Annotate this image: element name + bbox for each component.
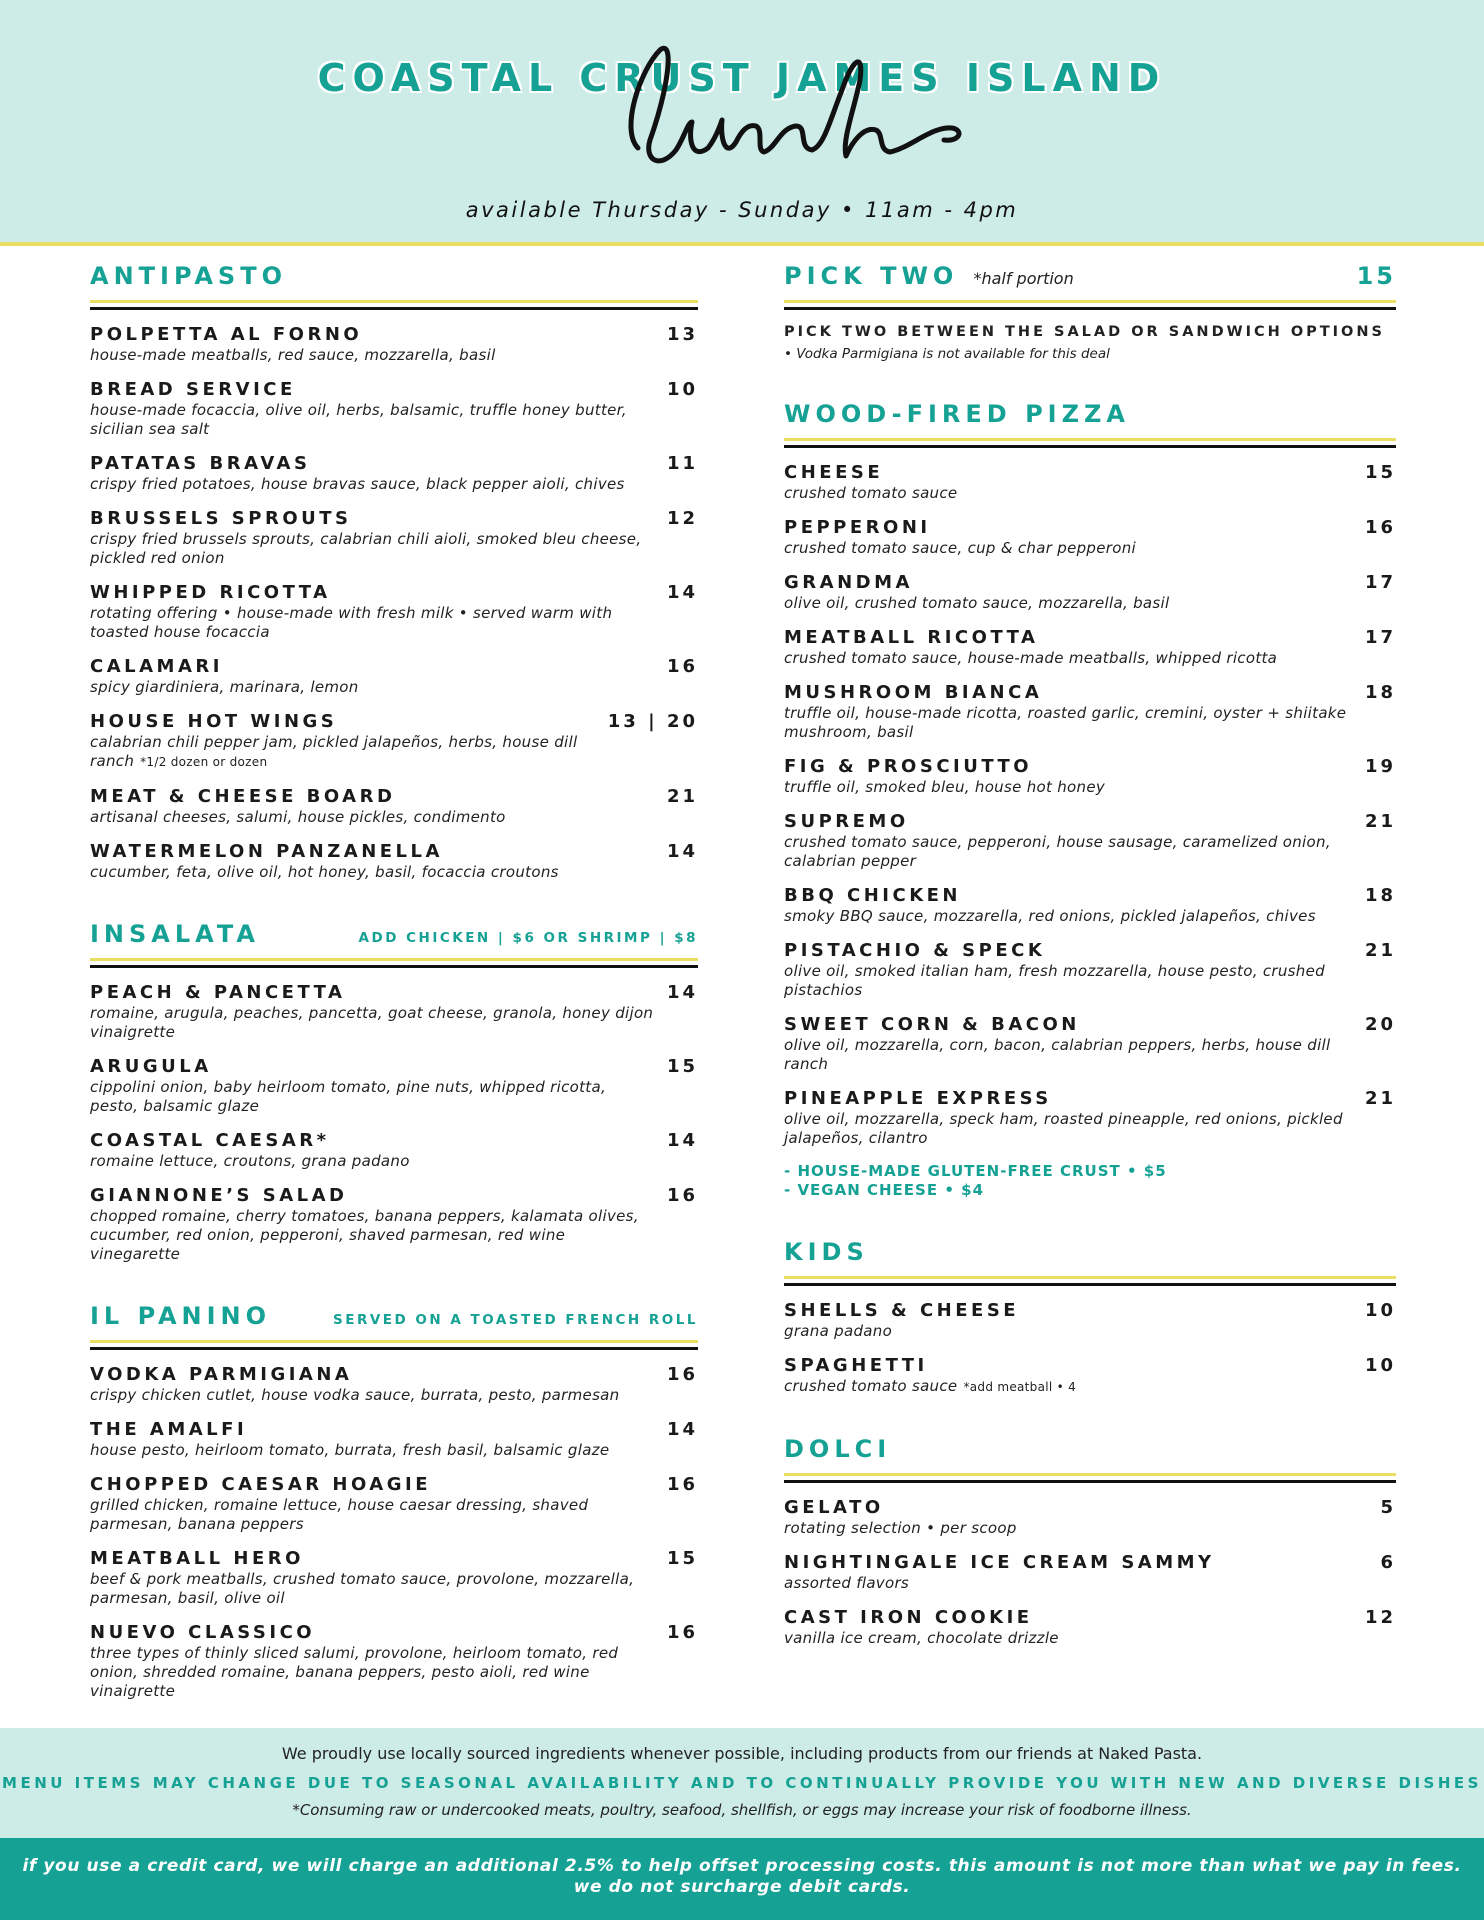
menu-item-description: [90, 808, 655, 827]
menu-item: [90, 582, 698, 642]
menu-item-description-text: spicy giardiniera, marinara, lemon: [90, 678, 359, 696]
menu-item-body: [784, 682, 1365, 742]
menu-item-description: [90, 1004, 655, 1042]
menu-item-name: NUEVO CLASSICO: [90, 1622, 316, 1643]
menu-item-name: MEATBALL RICOTTA: [784, 627, 1039, 648]
svg-text:lunch: lunch: [778, 180, 782, 181]
menu-item-body: [784, 517, 1365, 558]
menu-item-description: [784, 907, 1353, 926]
menu-item-body: [90, 1474, 667, 1534]
pick-two-rule: PICK TWO BETWEEN THE SALAD OR SANDWICH OPTIONS: [784, 324, 1385, 340]
section-title-group: [784, 262, 1074, 290]
menu-item-name: PISTACHIO & SPECK: [784, 940, 1046, 961]
menu-item-description-text: crushed tomato sauce: [784, 1377, 958, 1395]
left-column: [90, 262, 698, 1739]
menu-item-description-text: olive oil, mozzarella, corn, bacon, calabrian peppers, herbs, house dill ranch: [784, 1036, 1331, 1073]
section-title: INSALATA: [90, 920, 260, 948]
availability-hours: available Thursday - Sunday • 11am - 4pm: [465, 198, 1019, 222]
menu-item-description-text: romaine, arugula, peaches, pancetta, goat cheese, granola, honey dijon vinaigrette: [90, 1004, 654, 1041]
food-safety-warning: *Consuming raw or undercooked meats, poultry, seafood, shellfish, or eggs may increase your risk of foodborne illness.: [292, 1801, 1192, 1819]
menu-item-name: THE AMALFI: [90, 1419, 248, 1440]
menu-item: [784, 940, 1396, 1000]
divider: [90, 1340, 698, 1343]
menu-item-description: [784, 1377, 1353, 1397]
menu-item-name: SHELLS & CHEESE: [784, 1300, 1020, 1321]
menu-item: [90, 1364, 698, 1405]
menu-item-price: 17: [1364, 627, 1396, 648]
menu-item: [90, 841, 698, 882]
divider: [784, 300, 1396, 303]
menu-item-price: 5: [1380, 1497, 1396, 1518]
menu-item-name: POLPETTA AL FORNO: [90, 324, 363, 345]
divider: [90, 1347, 698, 1350]
menu-item-name: ARUGULA: [90, 1056, 212, 1077]
section-title: PICK TWO: [784, 262, 959, 290]
menu-item: [90, 324, 698, 365]
menu-item-name: WHIPPED RICOTTA: [90, 582, 331, 603]
menu-item-description: [90, 604, 655, 642]
menu-item-price: 18: [1364, 885, 1396, 906]
menu-item-description: [784, 484, 1353, 503]
menu-item: [784, 517, 1396, 558]
menu-item-body: [784, 1300, 1365, 1341]
menu-item-name: MEATBALL HERO: [90, 1548, 304, 1569]
menu-item-body: [90, 1548, 667, 1608]
menu-item-name: PEACH & PANCETTA: [90, 982, 346, 1003]
menu-item-description: [90, 863, 655, 882]
menu-item-body: [90, 1185, 667, 1264]
menu-item-price: 16: [666, 1185, 698, 1206]
menu-item-name: MEAT & CHEESE BOARD: [90, 786, 396, 807]
menu-item-name: GIANNONE’S SALAD: [90, 1185, 348, 1206]
section-title: WOOD-FIRED PIZZA: [784, 400, 1130, 428]
section-insalata: [90, 920, 698, 1264]
section-header: [784, 1238, 1396, 1274]
divider: [784, 1283, 1396, 1286]
divider: [784, 307, 1396, 310]
menu-item-description-text: calabrian chili pepper jam, pickled jalapeños, herbs, house dill ranch: [90, 733, 578, 770]
menu-item-body: [784, 572, 1365, 613]
menu-item-price: 16: [666, 656, 698, 677]
section-kids: [784, 1238, 1396, 1397]
menu-item-price: 6: [1380, 1552, 1396, 1573]
menu-item-price: 14: [666, 582, 698, 603]
menu-item-description: [784, 539, 1353, 558]
menu-item-body: [90, 982, 667, 1042]
menu-item-body: [90, 841, 667, 882]
right-column: [784, 262, 1396, 1686]
menu-item-description: [784, 1036, 1353, 1074]
menu-item-description-text: assorted flavors: [784, 1574, 910, 1592]
menu-item: [784, 1607, 1396, 1648]
menu-item-description-text: crispy fried potatoes, house bravas sauce, black pepper aioli, chives: [90, 475, 625, 493]
menu-item-description: [90, 1207, 655, 1264]
menu-item-price: 14: [666, 982, 698, 1003]
item-list: [784, 462, 1396, 1148]
menu-item-description: [90, 733, 596, 772]
menu-item-description-text: rotating selection • per scoop: [784, 1519, 1017, 1537]
menu-item-body: [90, 656, 667, 697]
menu-item-name: COASTAL CAESAR*: [90, 1130, 330, 1151]
menu-item: [784, 1497, 1396, 1538]
menu-item-name: GELATO: [784, 1497, 884, 1518]
restaurant-name: COASTAL CRUST JAMES ISLAND: [317, 56, 1167, 100]
menu-item-description: [90, 1570, 655, 1608]
menu-item-description-text: smoky BBQ sauce, mozzarella, red onions, pickled jalapeños, chives: [784, 907, 1316, 925]
item-list: [90, 1364, 698, 1701]
menu-item-price: 20: [1364, 1014, 1396, 1035]
menu-item-name: MUSHROOM BIANCA: [784, 682, 1043, 703]
menu-item-body: [90, 453, 667, 494]
divider: [90, 300, 698, 303]
section-title: DOLCI: [784, 1435, 892, 1463]
menu-item: [90, 1130, 698, 1171]
menu-item-description: [90, 530, 655, 568]
menu-item: [90, 1185, 698, 1264]
surcharge-footer: [0, 1838, 1484, 1920]
menu-item-price: 14: [666, 1130, 698, 1151]
section-panino: [90, 1302, 698, 1701]
menu-item: [90, 786, 698, 827]
menu-item-description: [90, 1152, 655, 1171]
menu-item-body: [90, 379, 667, 439]
menu-item: [784, 1552, 1396, 1593]
menu-item: [784, 885, 1396, 926]
section-header: [90, 1302, 698, 1338]
menu-item-description-text: house-made meatballs, red sauce, mozzarella, basil: [90, 346, 496, 364]
menu-item-price: 13: [666, 324, 698, 345]
menu-item-body: [90, 324, 667, 365]
menu-item-description: [784, 649, 1353, 668]
menu-item-description-text: rotating offering • house-made with fresh milk • served warm with toasted house focaccia: [90, 604, 613, 641]
menu-item-description-text: crispy fried brussels sprouts, calabrian chili aioli, smoked bleu cheese, pickled red onion: [90, 530, 642, 567]
menu-item-description-text: olive oil, crushed tomato sauce, mozzarella, basil: [784, 594, 1170, 612]
menu-item-price: 14: [666, 841, 698, 862]
menu-item: [784, 811, 1396, 871]
menu-item: [90, 982, 698, 1042]
menu-item: [784, 1355, 1396, 1397]
menu-item-body: [90, 1130, 667, 1171]
menu-item: [90, 1056, 698, 1116]
addon-gluten-free: - HOUSE-MADE GLUTEN-FREE CRUST • $5: [784, 1162, 1167, 1180]
menu-item-description-text: crushed tomato sauce, pepperoni, house sausage, caramelized onion, calabrian pepper: [784, 833, 1331, 870]
divider: [784, 1480, 1396, 1483]
menu-item-description: [784, 1110, 1353, 1148]
menu-item-price: 13 | 20: [607, 711, 698, 732]
menu-item: [784, 1014, 1396, 1074]
menu-item: [90, 1419, 698, 1460]
menu-item-name: SUPREMO: [784, 811, 909, 832]
menu-item-body: [90, 786, 667, 827]
menu-item-price: 21: [666, 786, 698, 807]
menu-item-body: [784, 627, 1365, 668]
divider: [90, 307, 698, 310]
menu-item-description-text: crispy chicken cutlet, house vodka sauce, burrata, pesto, parmesan: [90, 1386, 620, 1404]
section-header: [784, 1435, 1396, 1471]
menu-item-description-text: house pesto, heirloom tomato, burrata, fresh basil, balsamic glaze: [90, 1441, 610, 1459]
menu-item-description: [90, 1386, 655, 1405]
menu-item-description-text: truffle oil, smoked bleu, house hot honey: [784, 778, 1106, 796]
menu-item-body: [90, 582, 667, 642]
menu-item-price: 10: [666, 379, 698, 400]
menu-item-description: [90, 1644, 655, 1701]
menu-item-description-text: olive oil, smoked italian ham, fresh mozzarella, house pesto, crushed pistachios: [784, 962, 1325, 999]
menu-item-name: CHEESE: [784, 462, 884, 483]
menu-item-name: CHOPPED CAESAR HOAGIE: [90, 1474, 432, 1495]
section-title: KIDS: [784, 1238, 869, 1266]
menu-item: [90, 656, 698, 697]
menu-item-description-text: house-made focaccia, olive oil, herbs, balsamic, truffle honey butter, sicilian sea salt: [90, 401, 627, 438]
item-list: [90, 324, 698, 882]
menu-item-description: [784, 1574, 1368, 1593]
half-portion-note: *half portion: [973, 269, 1074, 288]
menu-item-name: BBQ CHICKEN: [784, 885, 961, 906]
menu-item-price: 21: [1364, 1088, 1396, 1109]
addon-vegan-cheese: - VEGAN CHEESE • $4: [784, 1181, 985, 1199]
menu-item-price: 18: [1364, 682, 1396, 703]
menu-item-price: 21: [1364, 940, 1396, 961]
menu-item-description-text: artisanal cheeses, salumi, house pickles, condimento: [90, 808, 506, 826]
section-header: [784, 400, 1396, 436]
menu-item: [784, 1300, 1396, 1341]
menu-item-description: [90, 678, 655, 697]
section-pick-two: [784, 262, 1396, 362]
menu-item-description-text: chopped romaine, cherry tomatoes, banana peppers, kalamata olives, cucumber, red onion, pepperoni, shaved parmesan, red wine vinegarette: [90, 1207, 639, 1263]
menu-item-description: [784, 833, 1353, 871]
menu-item-description: [784, 594, 1353, 613]
menu-item-price: 16: [666, 1474, 698, 1495]
menu-item-note: *add meatball • 4: [963, 1380, 1077, 1394]
menu-item-description-text: olive oil, mozzarella, speck ham, roasted pineapple, red onions, pickled jalapeños, cilantro: [784, 1110, 1343, 1147]
menu-item-description: [784, 778, 1353, 797]
menu-item: [90, 453, 698, 494]
menu-item-description: [784, 704, 1353, 742]
section-header: [90, 262, 698, 298]
menu-item-body: [90, 1419, 667, 1460]
menu-item: [90, 1622, 698, 1701]
menu-item-description: [784, 1322, 1353, 1341]
section-note: ADD CHICKEN | $6 OR SHRIMP | $8: [358, 930, 698, 946]
menu-item: [90, 1548, 698, 1608]
menu-item-description: [90, 1441, 655, 1460]
menu-item-name: PINEAPPLE EXPRESS: [784, 1088, 1052, 1109]
item-list: [90, 982, 698, 1264]
lunch-script-title: [580, 30, 980, 190]
menu-item-name: VODKA PARMIGIANA: [90, 1364, 353, 1385]
menu-item-description: [784, 962, 1353, 1000]
menu-item-body: [784, 1355, 1365, 1397]
menu-item: [784, 1088, 1396, 1148]
menu-item-description-text: crushed tomato sauce: [784, 484, 958, 502]
divider: [784, 1473, 1396, 1476]
menu-item-body: [90, 711, 608, 772]
menu-item-description: [90, 401, 655, 439]
menu-item-body: [90, 1364, 667, 1405]
menu-item-body: [90, 1622, 667, 1701]
menu-item-price: 12: [1364, 1607, 1396, 1628]
debit-card-note: we do not surcharge debit cards.: [573, 1877, 911, 1897]
menu-item-body: [784, 811, 1365, 871]
menu-item-body: [784, 885, 1365, 926]
divider: [784, 445, 1396, 448]
menu-item-name: BRUSSELS SPROUTS: [90, 508, 352, 529]
section-pizza: [784, 400, 1396, 1200]
section-header: [90, 920, 698, 956]
menu-item-price: 11: [666, 453, 698, 474]
section-header: [784, 262, 1396, 298]
menu-item-description: [90, 1078, 655, 1116]
menu-item: [90, 711, 698, 772]
menu-item-price: 17: [1364, 572, 1396, 593]
menu-item: [90, 508, 698, 568]
section-antipasto: [90, 262, 698, 882]
divider: [784, 1276, 1396, 1279]
menu-item-price: 15: [666, 1056, 698, 1077]
menu-item-body: [784, 1014, 1365, 1074]
menu-item-body: [90, 1056, 667, 1116]
menu-item-body: [784, 462, 1365, 503]
menu-item-description-text: grilled chicken, romaine lettuce, house caesar dressing, shaved parmesan, banana peppers: [90, 1496, 589, 1533]
menu-item-description-text: grana padano: [784, 1322, 893, 1340]
menu-item-body: [784, 1497, 1380, 1538]
menu-item-price: 16: [666, 1364, 698, 1385]
item-list: [784, 1497, 1396, 1648]
menu-item-name: FIG & PROSCIUTTO: [784, 756, 1033, 777]
menu-item-name: GRANDMA: [784, 572, 913, 593]
menu-item-body: [784, 1607, 1365, 1648]
menu-item-description: [784, 1519, 1368, 1538]
menu-item: [784, 572, 1396, 613]
menu-item: [90, 1474, 698, 1534]
menu-item-price: 16: [1364, 517, 1396, 538]
menu-item-description: [90, 1496, 655, 1534]
divider: [90, 965, 698, 968]
menu-item-description-text: three types of thinly sliced salumi, provolone, heirloom tomato, red onion, shredded romaine, banana peppers, pesto aioli, red wine vinaigrette: [90, 1644, 619, 1700]
menu-item-body: [784, 1552, 1380, 1593]
menu-item-description-text: crushed tomato sauce, cup & char pepperoni: [784, 539, 1137, 557]
menu-item-price: 12: [666, 508, 698, 529]
menu-item: [784, 682, 1396, 742]
menu-item-description-text: romaine lettuce, croutons, grana padano: [90, 1152, 410, 1170]
menu-item-description: [784, 1629, 1353, 1648]
menu-item-price: 16: [666, 1622, 698, 1643]
menu-item: [784, 756, 1396, 797]
menu-item-name: SWEET CORN & BACON: [784, 1014, 1080, 1035]
local-sourcing-note: We proudly use locally sourced ingredients whenever possible, including products from our friends at Naked Pasta.: [281, 1744, 1203, 1763]
menu-item-name: HOUSE HOT WINGS: [90, 711, 338, 732]
menu-item-description: [90, 346, 655, 365]
info-footer: [0, 1728, 1484, 1838]
menu-item-name: BREAD SERVICE: [90, 379, 296, 400]
menu-item-name: PEPPERONI: [784, 517, 931, 538]
menu-item-description: [90, 475, 655, 494]
section-dolci: [784, 1435, 1396, 1648]
menu-item-description-text: truffle oil, house-made ricotta, roasted garlic, cremini, oyster + shiitake mushroom, basil: [784, 704, 1347, 741]
menu-item-body: [784, 1088, 1365, 1148]
menu-item-description-text: vanilla ice cream, chocolate drizzle: [784, 1629, 1059, 1647]
menu-item-price: 14: [666, 1419, 698, 1440]
menu-item-body: [784, 756, 1365, 797]
menu-item-name: CAST IRON COOKIE: [784, 1607, 1033, 1628]
pick-two-exclusion: • Vodka Parmigiana is not available for this deal: [784, 346, 1110, 362]
menu-item-price: 15: [1364, 462, 1396, 483]
section-title: IL PANINO: [90, 1302, 272, 1330]
menu-item-body: [784, 940, 1365, 1000]
menu-item-note: *1/2 dozen or dozen: [140, 755, 268, 769]
section-note: SERVED ON A TOASTED FRENCH ROLL: [333, 1312, 698, 1328]
item-list: [784, 1300, 1396, 1397]
menu-item-description-text: beef & pork meatballs, crushed tomato sauce, provolone, mozzarella, parmesan, basil, olive oil: [90, 1570, 635, 1607]
menu-item-description-text: crushed tomato sauce, house-made meatballs, whipped ricotta: [784, 649, 1278, 667]
menu-item-name: SPAGHETTI: [784, 1355, 928, 1376]
credit-card-surcharge: if you use a credit card, we will charge an additional 2.5% to help offset processing costs. this amount is not more than what we pay in fees.: [22, 1856, 1462, 1876]
menu-item-price: 15: [666, 1548, 698, 1569]
menu-item-price: 10: [1364, 1300, 1396, 1321]
menu-item-description-text: cucumber, feta, olive oil, hot honey, basil, focaccia croutons: [90, 863, 559, 881]
divider: [784, 438, 1396, 441]
menu-item-name: PATATAS BRAVAS: [90, 453, 311, 474]
menu-item-description-text: cippolini onion, baby heirloom tomato, pine nuts, whipped ricotta, pesto, balsamic glaze: [90, 1078, 607, 1115]
divider: [90, 958, 698, 961]
menu-header: [0, 0, 1484, 246]
menu-item-body: [90, 508, 667, 568]
menu-item-name: NIGHTINGALE ICE CREAM SAMMY: [784, 1552, 1215, 1573]
menu-item-price: 19: [1364, 756, 1396, 777]
menu-item-name: WATERMELON PANZANELLA: [90, 841, 443, 862]
menu-item-price: 10: [1364, 1355, 1396, 1376]
menu-item: [784, 462, 1396, 503]
menu-item: [90, 379, 698, 439]
menu-item: [784, 627, 1396, 668]
section-title: ANTIPASTO: [90, 262, 287, 290]
pick-two-price: 15: [1356, 262, 1396, 290]
seasonal-notice: MENU ITEMS MAY CHANGE DUE TO SEASONAL AVAILABILITY AND TO CONTINUALLY PROVIDE YOU WITH NEW AND DIVERSE DISHES: [2, 1774, 1482, 1792]
menu-item-name: CALAMARI: [90, 656, 223, 677]
menu-item-price: 21: [1364, 811, 1396, 832]
